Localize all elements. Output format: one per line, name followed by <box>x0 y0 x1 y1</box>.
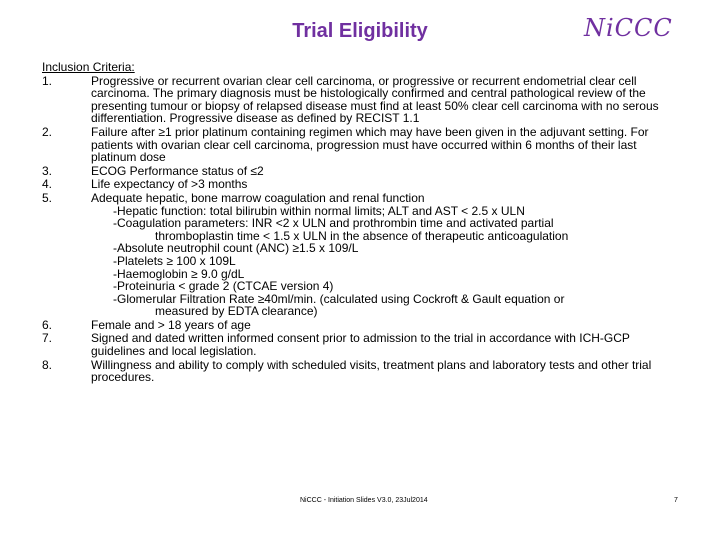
sub-criteria-list <box>91 205 682 318</box>
criterion-text: Failure after ≥1 prior platinum containing regimen which may have been given in the adjuvant setting. For patients with ovarian clear cell carcinoma, progression must have occurred within 6 months of their last platinum dose <box>91 124 649 165</box>
page-number: 7 <box>674 497 678 504</box>
criterion-number: 7. <box>42 331 53 346</box>
sub-criterion-text: -Hepatic function: total bilirubin within normal limits; ALT and AST < 2.5 x ULN <box>113 203 525 218</box>
criterion-item <box>42 178 682 191</box>
inclusion-criteria-heading: Inclusion Criteria: <box>42 60 135 74</box>
criterion-text: Female and > 18 years of age <box>91 317 251 332</box>
criterion-item <box>42 332 682 357</box>
niccc-logo: NiCCC <box>584 14 673 42</box>
criterion-number: 6. <box>42 317 53 332</box>
criterion-body <box>91 192 682 318</box>
criterion-number: 5. <box>42 190 53 205</box>
criterion-text: Adequate hepatic, bone marrow coagulation and renal function <box>91 190 425 205</box>
criterion-text: Signed and dated written informed consent prior to admission to the trial in accordance with ICH-GCP guidelines and local legislation. <box>91 331 630 359</box>
criterion-item <box>42 359 682 384</box>
criterion-item <box>42 192 682 318</box>
sub-criterion-continuation: measured by EDTA clearance) <box>155 304 318 319</box>
sub-criterion <box>91 293 682 318</box>
sub-criterion-text: -Platelets ≥ 100 x 109L <box>113 253 236 268</box>
criterion-item <box>42 126 682 164</box>
criterion-number: 8. <box>42 357 53 372</box>
criterion-item <box>42 75 682 125</box>
slide-title: Trial Eligibility <box>292 20 428 42</box>
criterion-number: 3. <box>42 163 53 178</box>
criterion-item <box>42 319 682 332</box>
criterion-text: Progressive or recurrent ovarian clear cell carcinoma, or progressive or recurrent endometrial clear cell carcinoma. The primary diagnosis must be histologically confirmed and central pathological review of the presenting tumour or biopsy of relapsed disease must find at least 50% clear cell carcinoma with no serous differentiation. Progressive disease as defined by RECIST 1.1 <box>91 73 659 126</box>
sub-criterion-continuation: thromboplastin time < 1.5 x ULN in the absence of therapeutic anticoagulation <box>155 228 569 243</box>
slide-body <box>42 61 682 385</box>
sub-criterion-text: -Absolute neutrophil count (ANC) ≥1.5 x 109/L <box>113 241 359 256</box>
criterion-text: ECOG Performance status of ≤2 <box>91 163 264 178</box>
criterion-number: 4. <box>42 177 53 192</box>
sub-criterion-text: -Proteinuria < grade 2 (CTCAE version 4) <box>113 279 334 294</box>
sub-criterion-text: -Coagulation parameters: INR <2 x ULN and prothrombin time and activated partial <box>113 216 554 231</box>
sub-criterion <box>91 217 682 242</box>
slide-footer: NiCCC - Initiation Slides V3.0, 23Jul2014 <box>300 497 428 504</box>
criterion-number: 1. <box>42 73 53 88</box>
criterion-text: Willingness and ability to comply with scheduled visits, treatment plans and laboratory tests and other trial procedures. <box>91 357 652 385</box>
criterion-text: Life expectancy of >3 months <box>91 177 248 192</box>
sub-criterion-text: -Glomerular Filtration Rate ≥40ml/min. (calculated using Cockroft & Gault equation or <box>113 291 565 306</box>
criterion-number: 2. <box>42 124 53 139</box>
criterion-item <box>42 165 682 178</box>
sub-criterion-text: -Haemoglobin ≥ 9.0 g/dL <box>113 266 245 281</box>
